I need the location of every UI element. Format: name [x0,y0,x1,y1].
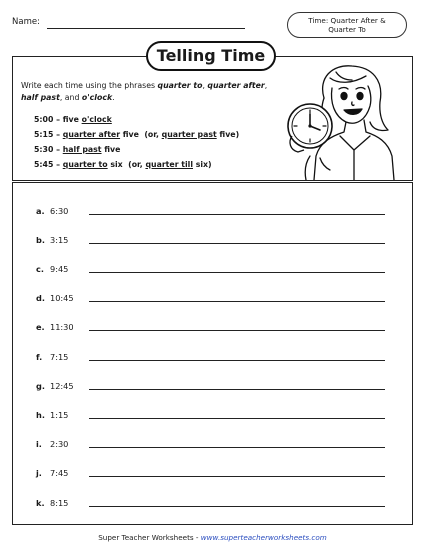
example-row [34,160,212,169]
example-phrase: quarter after [62,130,121,139]
example-time: 5:30 – [34,145,61,154]
question-time: 12:45 [50,381,74,391]
example-text: five) [219,130,240,139]
question-row [36,206,68,218]
footer-text: Super Teacher Worksheets - [98,533,201,542]
question-letter: d. [36,293,45,303]
question-row [36,322,74,334]
question-row [36,439,68,451]
answer-line[interactable] [89,360,385,361]
question-time: 6:30 [50,206,69,216]
footer [0,533,425,542]
example-row [34,145,120,154]
question-time: 7:45 [50,468,69,478]
question-row [36,381,74,393]
question-letter: k. [36,498,45,508]
example-text: five (or, [122,130,159,139]
question-time: 10:45 [50,293,74,303]
example-text: five [104,145,121,154]
question-letter: a. [36,206,45,216]
phrase-quarter-to: quarter to [157,81,203,90]
example-row [34,115,112,124]
question-time: 2:30 [50,439,69,449]
example-time: 5:15 – [34,130,61,139]
example-row [34,130,239,139]
topic-badge [287,12,407,38]
question-letter: f. [36,352,43,362]
clock-icon [288,104,332,152]
example-text: five [62,115,79,124]
answer-line[interactable] [89,330,385,331]
answer-line[interactable] [89,214,385,215]
question-row [36,264,68,276]
instruction-text [21,80,301,104]
question-row [36,235,68,247]
answer-line[interactable] [89,301,385,302]
answer-line[interactable] [89,476,385,477]
example-alt-phrase: quarter past [161,130,217,139]
example-time: 5:00 – [34,115,61,124]
example-phrase: half past [62,145,102,154]
question-time: 8:15 [50,498,69,508]
question-row [36,410,68,422]
example-text: six (or, [110,160,143,169]
question-letter: j. [36,468,42,478]
name-field[interactable] [47,28,245,29]
example-time: 5:45 – [34,160,61,169]
answer-panel [12,182,413,525]
page-title: Telling Time [146,41,276,71]
question-letter: i. [36,439,42,449]
instruction-part: . [112,93,115,102]
question-time: 3:15 [50,235,69,245]
answer-line[interactable] [89,243,385,244]
question-time: 7:15 [50,352,69,362]
instruction-part: , [264,81,268,90]
question-time: 11:30 [50,322,74,332]
question-row [36,293,74,305]
answer-line[interactable] [89,418,385,419]
name-label: Name: [12,17,40,27]
answer-line[interactable] [89,272,385,273]
question-letter: h. [36,410,45,420]
question-row [36,498,68,510]
topic-line-2: Quarter To [328,25,366,34]
girl-with-clock-illustration [280,58,408,180]
phrase-oclock: o'clock [81,93,113,102]
question-time: 9:45 [50,264,69,274]
question-letter: g. [36,381,45,391]
example-phrase: quarter to [62,160,108,169]
question-row [36,468,68,480]
example-text: six) [195,160,212,169]
topic-line-1: Time: Quarter After & [308,16,386,25]
answer-line[interactable] [89,447,385,448]
instruction-part: , and [59,93,82,102]
phrase-quarter-after: quarter after [207,81,265,90]
answer-line[interactable] [89,506,385,507]
answer-line[interactable] [89,389,385,390]
question-letter: e. [36,322,45,332]
example-alt-phrase: quarter till [145,160,193,169]
question-row [36,352,68,364]
footer-link[interactable]: www.superteacherworksheets.com [200,533,327,542]
question-letter: c. [36,264,44,274]
instruction-part: Write each time using the phrases [21,81,158,90]
instruction-part: , [202,81,208,90]
question-time: 1:15 [50,410,69,420]
phrase-half-past: half past [21,93,60,102]
question-letter: b. [36,235,45,245]
example-phrase: o'clock [81,115,112,124]
